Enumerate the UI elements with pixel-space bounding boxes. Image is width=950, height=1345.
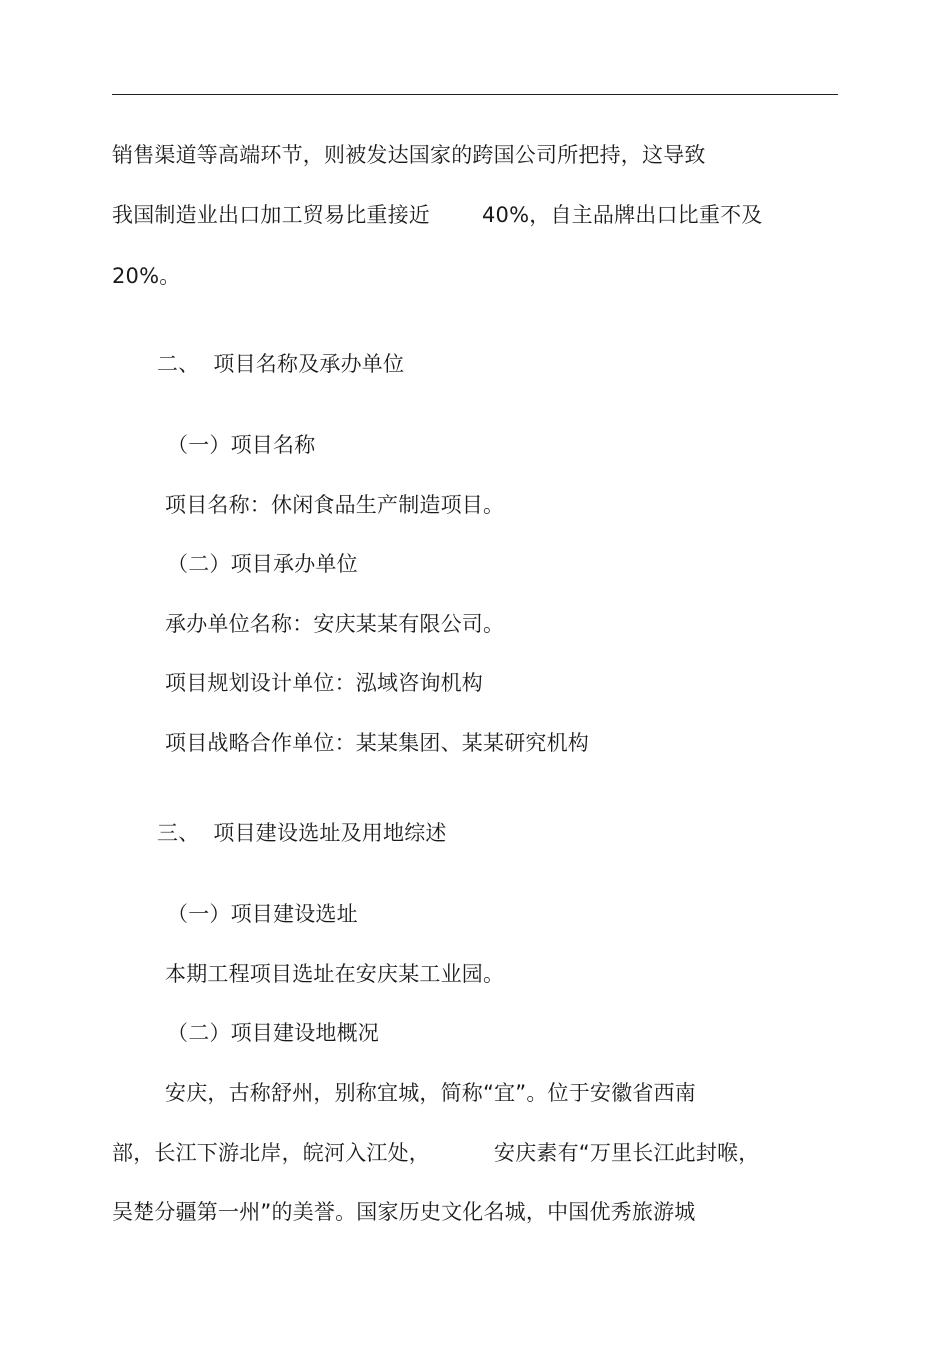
section-heading: [157, 350, 404, 378]
paragraph-line: 销售渠道等高端环节，则被发达国家的跨国公司所把持，这导致: [112, 143, 706, 167]
paragraph-line: 20%。: [112, 264, 181, 288]
paragraph-line: [112, 1139, 759, 1167]
subsection-heading: （二）项目建设地概况: [167, 1021, 379, 1045]
paragraph-text: 40%，自主品牌出口比重不及: [482, 203, 763, 227]
subsection-heading: （二）项目承办单位: [167, 552, 358, 576]
paragraph-line: 吴楚分疆第一州”的美誉。国家历史文化名城，中国优秀旅游城: [112, 1200, 696, 1224]
body-line: 本期工程项目选址在安庆某工业园。: [165, 962, 505, 986]
paragraph-text: 部，长江下游北岸，皖河入江处，: [112, 1141, 430, 1165]
paragraph-text: 我国制造业出口加工贸易比重接近: [112, 203, 430, 227]
body-line: 项目战略合作单位：某某集团、某某研究机构: [165, 731, 589, 755]
body-line: 项目规划设计单位：泓域咨询机构: [165, 671, 483, 695]
paragraph-line: [112, 201, 762, 229]
subsection-heading: （一）项目建设选址: [167, 902, 358, 926]
section-title: 项目建设选址及用地综述: [213, 821, 447, 845]
subsection-heading: （一）项目名称: [167, 433, 316, 457]
paragraph-line: 安庆，古称舒州，别称宜城，简称“宜”。位于安徽省西南: [165, 1081, 696, 1105]
body-line: 承办单位名称：安庆某某有限公司。: [165, 612, 505, 636]
header-rule: [112, 94, 838, 95]
body-line: 项目名称：休闲食品生产制造项目。: [165, 493, 505, 517]
section-number: 二、: [157, 352, 200, 376]
section-heading: [157, 819, 447, 847]
section-title: 项目名称及承办单位: [213, 352, 405, 376]
paragraph-text: 安庆素有“万里长江此封喉，: [494, 1141, 760, 1165]
section-number: 三、: [157, 821, 200, 845]
